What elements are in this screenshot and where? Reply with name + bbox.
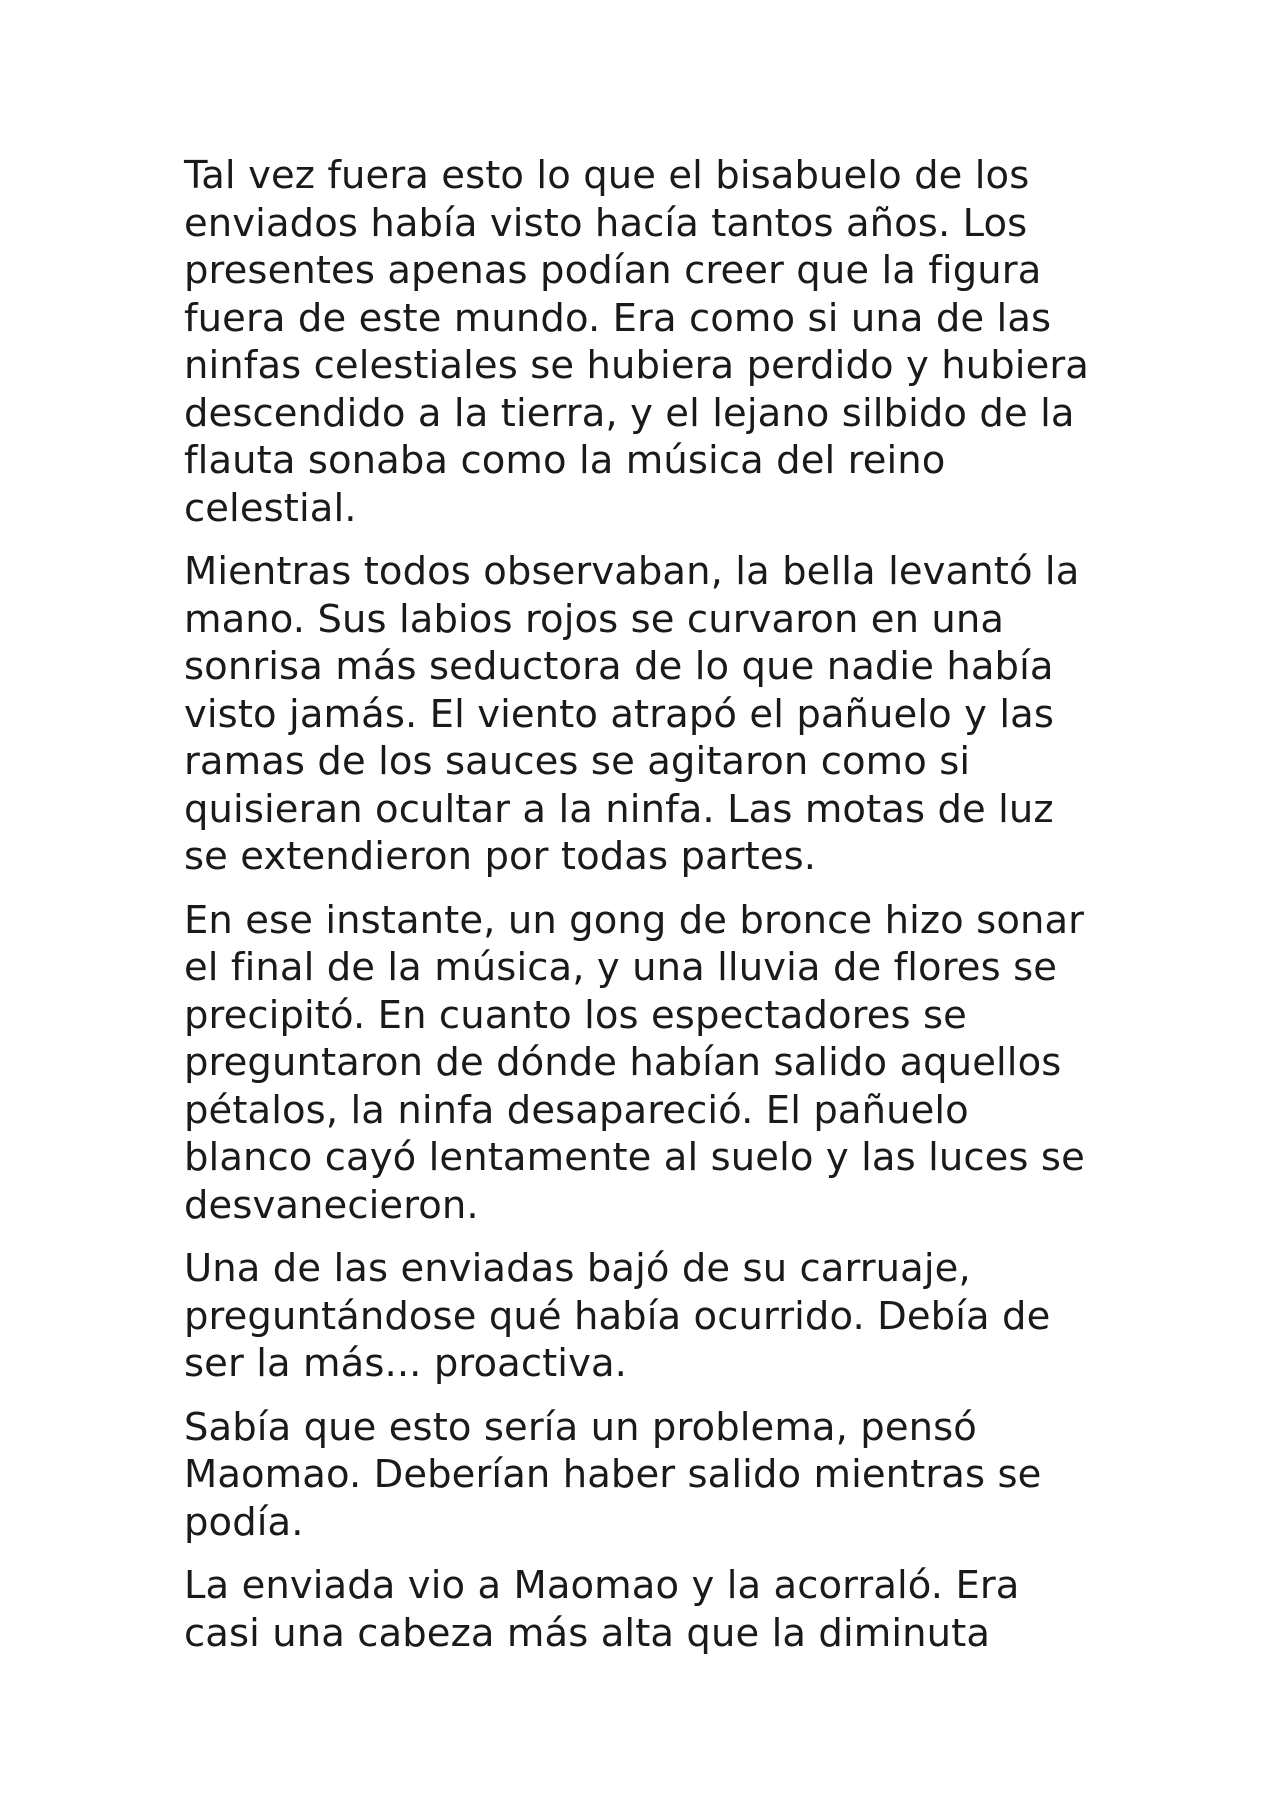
- text-line: casi una cabeza más alta que la diminuta: [184, 1610, 991, 1656]
- text-line: ninfas celestiales se hubiera perdido y hubiera: [184, 343, 1089, 388]
- text-line: celestial.: [184, 485, 357, 531]
- text-line: presentes apenas podían creer que la figura: [184, 248, 1042, 293]
- text-line: Sabía que esto sería un problema, pensó: [184, 1404, 977, 1450]
- text-line: ser la más... proactiva.: [184, 1341, 627, 1386]
- text-line: precipitó. En cuanto los espectadores se: [184, 992, 967, 1038]
- text-line: flauta sonaba como la música del reino: [184, 438, 946, 483]
- text-line: desvanecieron.: [184, 1182, 479, 1228]
- text-line: enviados había visto hacía tantos años. Los: [184, 200, 1028, 246]
- text-line: se extendieron por todas partes.: [184, 834, 817, 879]
- text-line: preguntaron de dónde habían salido aquellos: [184, 1040, 1062, 1085]
- text-line: sonrisa más seductora de lo que nadie había: [184, 644, 1054, 689]
- text-line: pétalos, la ninfa desapareció. El pañuelo: [184, 1087, 969, 1133]
- text-line: Maomao. Deberían haber salido mientras se: [184, 1452, 1042, 1497]
- text-line: En ese instante, un gong de bronce hizo sonar: [184, 897, 1085, 943]
- text-line: el final de la música, y una lluvia de flores se: [184, 945, 1058, 990]
- text-line: mano. Sus labios rojos se curvaron en una: [184, 596, 1005, 642]
- text-line: preguntándose qué había ocurrido. Debía de: [184, 1293, 1051, 1339]
- paragraph-1: [184, 152, 1114, 532]
- text-line: Una de las enviadas bajó de su carruaje,: [184, 1246, 971, 1291]
- text-line: podía.: [184, 1499, 304, 1545]
- text-line: ramas de los sauces se agitaron como si: [184, 739, 971, 784]
- paragraph-5: [184, 1404, 1114, 1547]
- text-line: descendido a la tierra, y el lejano silbido de la: [184, 390, 1075, 436]
- text-line: La enviada vio a Maomao y la acorraló. Era: [184, 1563, 1020, 1608]
- text-line: visto jamás. El viento atrapó el pañuelo y las: [184, 691, 1055, 737]
- body-text: [184, 152, 1114, 1673]
- text-line: Mientras todos observaban, la bella levantó la: [184, 549, 1080, 594]
- text-line: fuera de este mundo. Era como si una de las: [184, 295, 1052, 341]
- paragraph-3: [184, 897, 1114, 1230]
- text-line: quisieran ocultar a la ninfa. Las motas de luz: [184, 786, 1054, 832]
- text-line: blanco cayó lentamente al suelo y las luces se: [184, 1135, 1085, 1180]
- paragraph-2: [184, 548, 1114, 881]
- paragraph-6: [184, 1562, 1114, 1657]
- text-line: Tal vez fuera esto lo que el bisabuelo de los: [184, 153, 1030, 198]
- paragraph-4: [184, 1245, 1114, 1388]
